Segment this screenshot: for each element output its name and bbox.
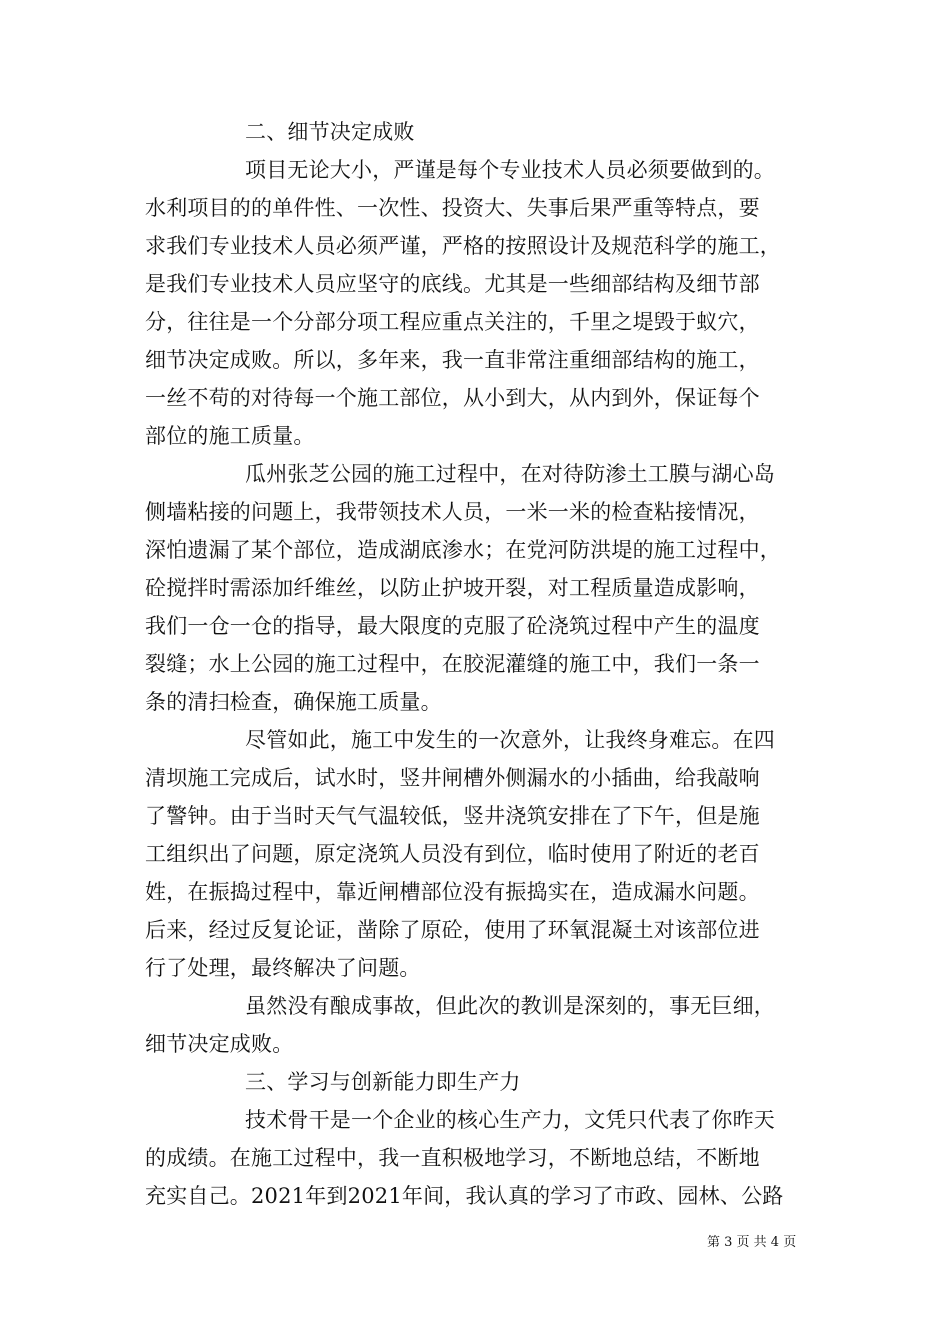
paragraph-line: 深怕遗漏了某个部位，造成湖底渗水；在党河防洪堤的施工过程中， (145, 538, 781, 562)
paragraph-line: 行了处理，最终解决了问题。 (145, 956, 421, 980)
paragraph-line: 细节决定成败。所以，多年来，我一直非常注重细部结构的施工， (145, 348, 760, 372)
paragraph-line: 细节决定成败。 (145, 1032, 294, 1056)
paragraph-line: 了警钟。由于当时天气气温较低，竖井浇筑安排在了下午，但是施 (145, 804, 760, 828)
section-heading-learning: 三、学习与创新能力即生产力 (245, 1070, 521, 1094)
paragraph-line: 工组织出了问题，原定浇筑人员没有到位，临时使用了附近的老百 (145, 842, 760, 866)
paragraph-line: 姓，在振捣过程中，靠近闸槽部位没有振捣实在，造成漏水问题。 (145, 880, 760, 904)
paragraph-line: 一丝不苟的对待每一个施工部位，从小到大，从内到外，保证每个 (145, 386, 760, 410)
paragraph-line: 虽然没有酿成事故，但此次的教训是深刻的，事无巨细， (245, 994, 775, 1018)
section-heading-details: 二、细节决定成败 (245, 120, 415, 144)
page-number-footer: 第 3 页 共 4 页 (707, 1235, 797, 1250)
paragraph-line: 求我们专业技术人员必须严谨，严格的按照设计及规范科学的施工， (145, 234, 781, 258)
paragraph-line: 是我们专业技术人员应坚守的底线。尤其是一些细部结构及细节部 (145, 272, 760, 296)
paragraph-line: 充实自己。2021年到2021年间，我认真的学习了市政、园林、公路 (145, 1184, 784, 1208)
paragraph-line: 后来，经过反复论证，凿除了原砼，使用了环氧混凝土对该部位进 (145, 918, 760, 942)
paragraph-line: 的成绩。在施工过程中，我一直积极地学习，不断地总结，不断地 (145, 1146, 760, 1170)
paragraph-line: 侧墙粘接的问题上，我带领技术人员，一米一米的检查粘接情况， (145, 500, 760, 524)
paragraph-line: 部位的施工质量。 (145, 424, 315, 448)
paragraph-line: 清坝施工完成后，试水时，竖井闸槽外侧漏水的小插曲，给我敲响 (145, 766, 760, 790)
paragraph-line: 水利项目的的单件性、一次性、投资大、失事后果严重等特点，要 (145, 196, 760, 220)
paragraph-line: 分，往往是一个分部分项工程应重点关注的，千里之堤毁于蚁穴， (145, 310, 760, 334)
paragraph-line: 砼搅拌时需添加纤维丝，以防止护坡开裂，对工程质量造成影响， (145, 576, 760, 600)
paragraph-line: 瓜州张芝公园的施工过程中，在对待防渗土工膜与湖心岛 (245, 462, 775, 486)
paragraph-line: 技术骨干是一个企业的核心生产力，文凭只代表了你昨天 (245, 1108, 775, 1132)
paragraph-line: 我们一仓一仓的指导，最大限度的克服了砼浇筑过程中产生的温度 (145, 614, 760, 638)
paragraph-line: 条的清扫检查，确保施工质量。 (145, 690, 442, 714)
paragraph-line: 项目无论大小，严谨是每个专业技术人员必须要做到的。 (245, 158, 775, 182)
paragraph-line: 尽管如此，施工中发生的一次意外，让我终身难忘。在四 (245, 728, 775, 752)
paragraph-line: 裂缝；水上公园的施工过程中，在胶泥灌缝的施工中，我们一条一 (145, 652, 760, 676)
